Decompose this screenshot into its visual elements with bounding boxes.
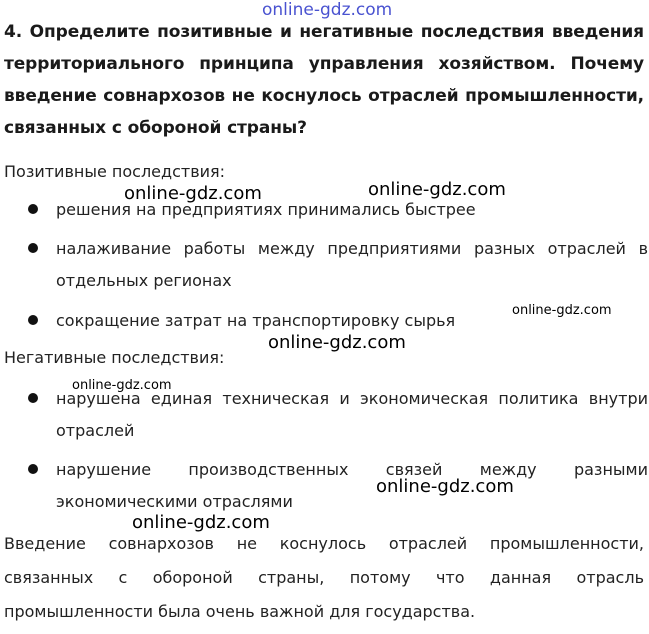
watermark: online-gdz.com xyxy=(72,378,172,393)
watermark: online-gdz.com xyxy=(376,476,514,497)
list-item xyxy=(28,454,648,518)
watermark-top: online-gdz.com xyxy=(262,0,393,20)
watermark: online-gdz.com xyxy=(268,332,406,353)
list-item xyxy=(28,233,648,297)
bullet-icon xyxy=(28,464,38,474)
bullet-icon xyxy=(28,315,38,325)
list-item-text: нарушена единая техническая и экономическая политика внутри отраслей xyxy=(56,389,648,440)
list-item xyxy=(28,194,648,226)
negative-heading: Негативные последствия: xyxy=(4,348,225,367)
positive-heading: Позитивные последствия: xyxy=(4,162,226,181)
bullet-icon xyxy=(28,243,38,253)
bullet-icon xyxy=(28,393,38,403)
question-text: 4. Определите позитивные и негативные последствия введения территориального принципа управления хозяйством. Почему введение совнархозов не коснулось отраслей промышленности, связанных с обороной страны? xyxy=(4,22,644,138)
bullet-icon xyxy=(28,204,38,214)
list-item-text: нарушение производственных связей между разными экономическими отраслями xyxy=(56,460,648,511)
list-item-text: сокращение затрат на транспортировку сырья xyxy=(56,311,456,330)
list-item-text: налаживание работы между предприятиями разных отраслей в отдельных регионах xyxy=(56,239,648,290)
watermark: online-gdz.com xyxy=(132,512,270,533)
answer-paragraph: Введение совнархозов не коснулось отраслей промышленности, связанных с обороной страны, потому что данная отрасль промышленности была очень важной для государства. xyxy=(4,534,644,621)
watermark: online-gdz.com xyxy=(124,183,262,204)
list-item-text: решения на предприятиях принимались быстрее xyxy=(56,200,476,219)
watermark: online-gdz.com xyxy=(512,303,612,318)
watermark: online-gdz.com xyxy=(368,179,506,200)
